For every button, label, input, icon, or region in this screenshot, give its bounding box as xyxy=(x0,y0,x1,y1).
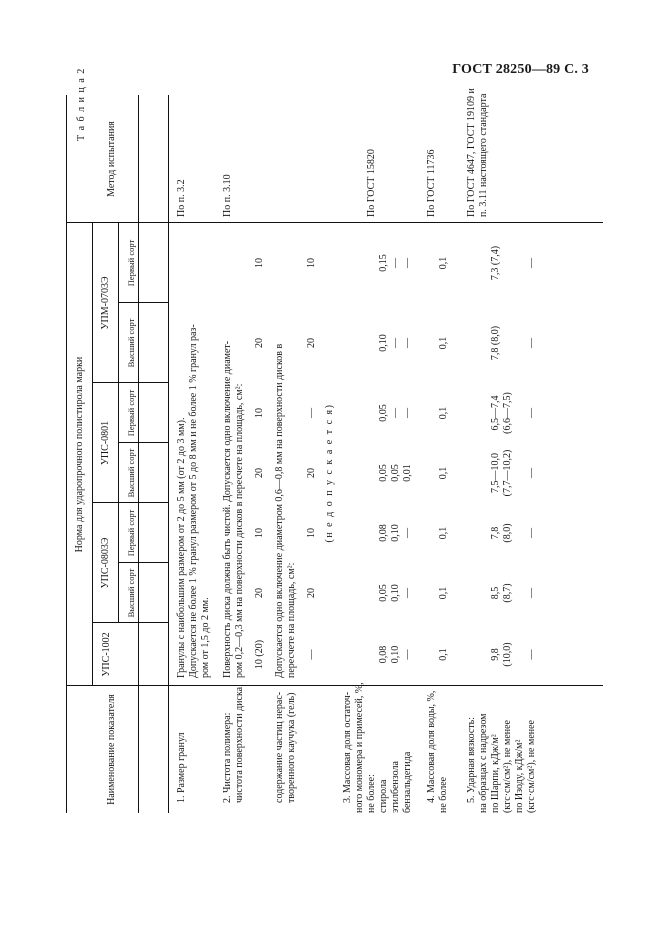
row2b-name-1: творенного каучука (гель) xyxy=(286,692,297,803)
row5-method-1: п. 3.11 настоящего стандарта xyxy=(478,93,489,217)
row3-val: — xyxy=(390,408,401,418)
row2b-val-5: 20 xyxy=(306,338,317,348)
grade-4: УПМ-0703Э xyxy=(100,276,111,330)
row5-izod-val: — xyxy=(526,338,537,348)
row4-val-1: 0,1 xyxy=(438,586,449,600)
row2b-text-0: Допускается одно включение диаметром 0,6—0,8 мм на поверхности дисков в xyxy=(274,343,285,678)
row4-name-1: не более xyxy=(438,776,449,813)
row2b-val-2: 10 xyxy=(306,528,317,538)
row3-val: — xyxy=(402,649,413,660)
row2b-val-6: 10 xyxy=(306,258,317,268)
row3-name-5: бензальдегида xyxy=(402,751,413,813)
grade-1: УПС-1002 xyxy=(101,632,112,677)
row2b-val-0: — xyxy=(306,649,317,660)
sort-first: Первый сорт xyxy=(126,389,136,437)
row2b-val-1: 20 xyxy=(306,588,317,598)
row3-val: 0,08 xyxy=(378,524,389,542)
sort-top: Высший сорт xyxy=(126,568,136,618)
row5-izod-val: — xyxy=(526,408,537,418)
row2b-val-4: — xyxy=(306,408,317,418)
row5-charpy-val: (6,6—7,5) xyxy=(502,392,513,434)
row5-name-4: по Изоду, кДж/м² xyxy=(514,739,525,813)
row2b-name-0: содержание частиц нерас- xyxy=(274,691,285,803)
row3-val: 0,01 xyxy=(402,464,413,482)
row4-val-5: 0,1 xyxy=(438,336,449,350)
row3-val: 0,05 xyxy=(378,464,389,482)
row1-method: По п. 3.2 xyxy=(176,179,187,217)
row4-val-0: 0,1 xyxy=(438,648,449,661)
row5-charpy-val: 6,5—7,4 xyxy=(490,395,501,431)
row3-val: — xyxy=(402,588,413,598)
header-method: Метод испытания xyxy=(106,121,117,197)
row4-val-2: 0,1 xyxy=(438,526,449,540)
row3-val: — xyxy=(390,258,401,268)
row3-name-2: не более: xyxy=(366,774,377,813)
grade-2: УПС-0803Э xyxy=(100,537,111,589)
row2-name-0: 2. Чистота полимера: xyxy=(222,712,233,803)
row5-name-2: по Шарпи, кДж/м² xyxy=(490,734,501,813)
row5-charpy-val: 9,8 xyxy=(490,648,501,661)
grade-3: УПС-0801 xyxy=(100,420,111,466)
row5-charpy-val: (8,0) xyxy=(502,523,513,543)
row2b-val-3: 20 xyxy=(306,468,317,478)
row2-val-5: 20 xyxy=(254,338,265,348)
row1-text-1: Допускается не более 1 % гранул размером от 5 до 8 мм и не более 1 % гранул раз- xyxy=(188,324,199,678)
row3-val: — xyxy=(402,408,413,418)
row3-name-0: 3. Массовая доля остаточ- xyxy=(342,691,353,803)
row5-izod-val: — xyxy=(526,528,537,538)
row1-text-2: ром от 1,5 до 2 мм. xyxy=(200,597,211,678)
row5-charpy-val: 7,8 xyxy=(490,526,501,540)
row5-method-0: По ГОСТ 4647, ГОСТ 19109 и xyxy=(466,88,477,217)
row2-val-3: 20 xyxy=(254,468,265,478)
row3-val: 0,10 xyxy=(378,334,389,352)
row3-val: 0,05 xyxy=(390,464,401,482)
row4-method: По ГОСТ 11736 xyxy=(426,149,437,217)
row3-val: 0,15 xyxy=(378,254,389,272)
row2-val-1: 20 xyxy=(254,588,265,598)
row5-izod-val: — xyxy=(526,588,537,598)
row2-val-2: 10 xyxy=(254,528,265,538)
row3-val: 0,10 xyxy=(390,584,401,602)
row2-text-1: ром 0,2—0,3 мм на поверхности дисков в пересчете на площадь, см²: xyxy=(234,383,245,678)
row3-name-4: этилбензола xyxy=(390,761,401,813)
row3-val: 0,08 xyxy=(378,645,389,664)
row3-val: 0,10 xyxy=(390,645,401,664)
row3-name-1: ного мономера и примесей, %, xyxy=(354,682,365,813)
row5-charpy-val: 7,5—10,0 xyxy=(490,453,501,493)
row5-izod-val: — xyxy=(526,258,537,268)
row2-val-4: 10 xyxy=(254,408,265,418)
row3-val: — xyxy=(402,258,413,268)
row5-name-5: (кгс·см/см²), не менее xyxy=(526,720,537,813)
row3-val: 0,10 xyxy=(390,524,401,542)
row2-val-0: 10 (20) xyxy=(254,639,265,670)
row3-val: — xyxy=(390,338,401,348)
page-header: ГОСТ 28250—89 С. 3 xyxy=(452,62,589,77)
sort-first: Первый сорт xyxy=(126,509,136,557)
row3-val: — xyxy=(402,338,413,348)
row5-name-1: на образцах с надрезом xyxy=(478,713,489,813)
row1-name: 1. Размер гранул xyxy=(176,732,187,803)
row3-method: По ГОСТ 15820 xyxy=(366,149,377,217)
row5-charpy-val: (10,0) xyxy=(502,642,513,667)
row3-val: 0,05 xyxy=(378,584,389,602)
row2-name-1: чистота поверхности диска xyxy=(234,686,245,803)
row5-izod-val: — xyxy=(526,468,537,478)
sort-first: Первый сорт xyxy=(126,239,136,287)
sort-top: Высший сорт xyxy=(126,448,136,498)
row3-val: 0,05 xyxy=(378,404,389,422)
row5-izod-val: — xyxy=(526,649,537,660)
row4-val-3: 0,1 xyxy=(438,466,449,480)
row4-name-0: 4. Массовая доля воды, %, xyxy=(426,690,437,803)
row5-charpy-val: 7,3 (7,4) xyxy=(490,245,501,281)
row5-charpy-val: 8,5 xyxy=(490,586,501,600)
table-label: Т а б л и ц а 2 xyxy=(76,67,87,141)
row2-text-0: Поверхность диска должна быть чистой. Допускается одно включение диамет- xyxy=(222,340,233,678)
row3-name-3: стирола xyxy=(378,779,389,813)
row5-charpy-val: (7,7—10,2) xyxy=(502,449,513,497)
row5-name-3: (кгс·см/см²), не менее xyxy=(502,720,513,813)
row5-charpy-val: 7,8 (8,0) xyxy=(490,325,501,361)
header-indicator: Наименование показателя xyxy=(106,694,117,805)
row2-val-6: 10 xyxy=(254,258,265,268)
header-norm: Норма для ударопрочного полистирола марки xyxy=(74,356,85,553)
row5-charpy-val: (8,7) xyxy=(502,583,513,603)
row2b-text-1: пересчете на площадь, см²: xyxy=(286,562,297,678)
row5-name-0: 5. Ударная вязкость: xyxy=(466,717,477,803)
row4-val-4: 0,1 xyxy=(438,406,449,420)
row2b-not-allowed: (н е д о п у с к а е т с я) xyxy=(324,403,335,543)
row4-val-6: 0,1 xyxy=(438,256,449,270)
row3-val: — xyxy=(402,528,413,538)
row1-text-0: Гранулы с наибольшим размером от 2 до 5 мм (от 2 до 3 мм). xyxy=(176,417,187,678)
sort-top: Высший сорт xyxy=(126,318,136,368)
row2-method: По п. 3.10 xyxy=(222,174,233,217)
